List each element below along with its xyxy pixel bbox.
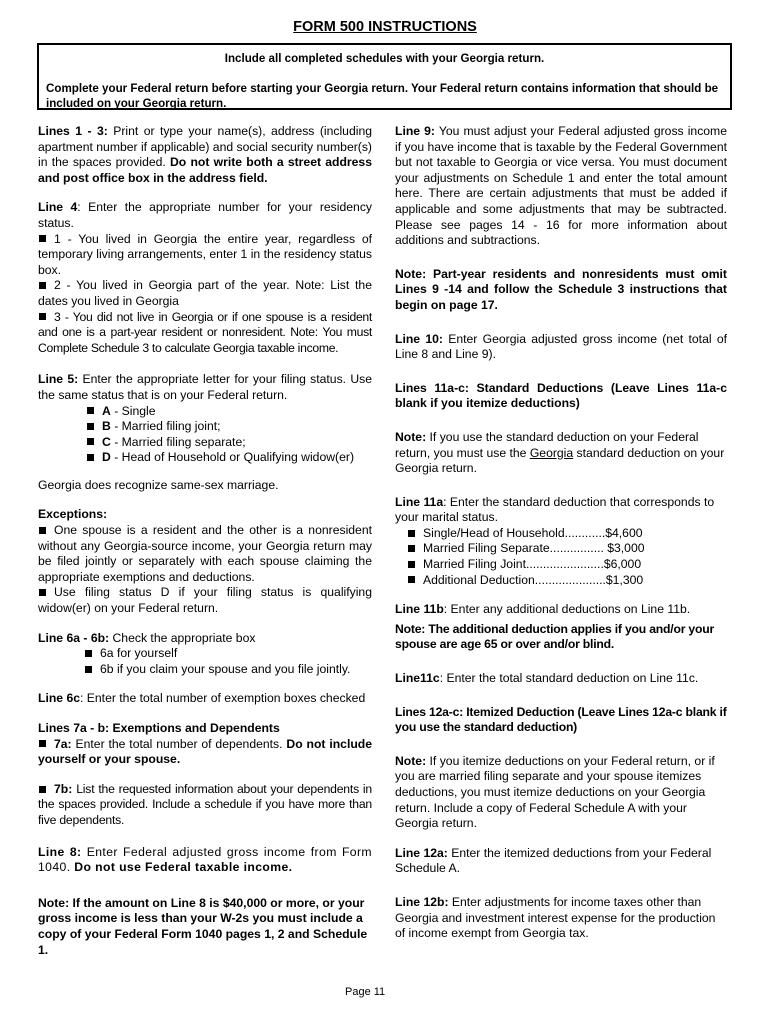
line-5-heading: Line 5: xyxy=(38,372,79,387)
filing-status-d: D - Head of Household or Qualifying widow(er) xyxy=(86,450,372,466)
exceptions-heading: Exceptions: xyxy=(38,507,108,522)
line-4-option-1: 1 - You lived in Georgia the entire year, regardless of temporary living arrangements, enter 1 in the residency status box. xyxy=(38,231,372,277)
same-sex-note: Georgia does recognize same-sex marriage. xyxy=(38,477,279,492)
line-4-heading: Line 4 xyxy=(38,200,78,215)
line-7b: 7b: List the requested information about your dependents in the spaces provided. Include a schedule if you have more than five dependents. xyxy=(38,781,372,827)
deduction-married-separate: Married Filing Separate................ $3,000 xyxy=(407,541,727,557)
bullet-icon xyxy=(87,407,94,414)
filing-status-list xyxy=(38,404,372,466)
lines-1-3 xyxy=(38,124,372,186)
line-6c-heading: Line 6c xyxy=(38,691,80,706)
lines-1-3-text: Print or type your name(s), address (including apartment number if applicable) and social security number(s) in the spaces provided. xyxy=(38,124,372,170)
page-title: FORM 500 INSTRUCTIONS xyxy=(293,19,477,35)
line-9-heading: Line 9: xyxy=(395,124,435,138)
exemption-6a: 6a for yourself xyxy=(84,646,372,662)
line-11c: Line11c: Enter the total standard deduction on Line 11c. xyxy=(395,671,699,686)
line-8-heading: Line 8: xyxy=(38,844,82,859)
line-11b-heading: Line 11b xyxy=(395,602,444,617)
line-6ab: Line 6a - 6b: Check the appropriate box xyxy=(38,630,256,645)
line-10-heading: Line 10: xyxy=(395,331,443,346)
filing-status-c: C - Married filing separate; xyxy=(86,435,372,451)
notice-line-2: Complete your Federal return before starting your Georgia return. Your Federal return contains information that should be included on your Georgia return. xyxy=(46,82,719,110)
line-6c: Line 6c: Enter the total number of exemption boxes checked xyxy=(38,691,366,706)
line-11b: Line 11b: Enter any additional deductions on Line 11b. xyxy=(395,602,691,617)
lines-11ac-heading: Lines 11a-c: Standard Deductions (Leave Lines 11a-c blank if you itemize deductions) xyxy=(395,380,727,411)
line-12b: Line 12b: Enter adjustments for income taxes other than Georgia and investment interest expense for the production of income exempt from Georgia tax. xyxy=(395,894,716,941)
filing-status-b: B - Married filing joint; xyxy=(86,419,372,435)
line-12a: Line 12a: Enter the itemized deductions from your Federal Schedule A. xyxy=(395,845,712,876)
bullet-icon xyxy=(85,650,92,657)
line-11a-heading: Line 11a xyxy=(395,494,444,509)
bullet-icon xyxy=(87,438,94,445)
lines-12ac-heading: Lines 12a-c: Itemized Deduction (Leave Lines 12a-c blank if you use the standard deduction) xyxy=(395,704,727,735)
line-4-option-2: 2 - You lived in Georgia part of the year. Note: List the dates you lived in Georgia xyxy=(38,278,372,308)
deduction-single: Single/Head of Household............$4,600 xyxy=(407,526,727,542)
lines-1-3-warning: Do not write both a street address and post office box in the address field. xyxy=(38,155,372,185)
notice-box xyxy=(37,43,732,110)
line-9: Line 9: You must adjust your Federal adjusted gross income if you have income that is taxable by the Federal Government but not taxable to Georgia or vice versa. You must document your adjustments on Schedule 1 and enter the total amount here. There are certain adjustments that must be added if applicable and some adjustments that may be subtracted. Please see pages 14 - 16 for more information about additions and subtractions. xyxy=(395,124,727,248)
bullet-icon xyxy=(87,423,94,430)
line-12-note: Note: If you itemize deductions on your Federal return, or if you are married filing separate and your spouse itemizes deductions, you must itemize deductions on your Georgia return. Include a copy of Federal Schedule A with your Georgia return. xyxy=(395,753,715,831)
line-5 xyxy=(38,372,372,403)
exception-2: Use filing status D if your filing status is qualifying widow(er) on your Federal return. xyxy=(38,585,372,616)
bullet-icon xyxy=(39,235,46,242)
line-12b-heading: Line 12b: xyxy=(395,894,449,909)
bullet-icon xyxy=(39,589,46,596)
standard-deduction-list xyxy=(395,526,727,588)
line-8-note: Note: If the amount on Line 8 is $40,000 or more, or your gross income is less than your W-2s you must include a copy of your Federal Form 1040 pages 1, 2 and Schedule 1. xyxy=(38,895,368,957)
filing-status-a: A - Single xyxy=(86,404,372,420)
line-11a: Line 11a: Enter the standard deduction that corresponds to your marital status. xyxy=(395,494,715,525)
line-4 xyxy=(38,200,372,231)
bullet-icon xyxy=(408,530,415,537)
bullet-icon xyxy=(39,740,46,747)
line-8: Line 8: Enter Federal adjusted gross income from Form 1040. Do not use Federal taxable income. xyxy=(38,844,372,875)
bullet-icon xyxy=(408,576,415,583)
exception-1: One spouse is a resident and the other is a nonresident without any Georgia-source income, your Georgia return may be filed jointly or separately with each spouse claiming the appropriate exemptions and deductions. xyxy=(38,523,372,584)
line-4-text: : Enter the appropriate number for your residency status. xyxy=(38,200,373,230)
bullet-icon xyxy=(39,313,46,320)
bullet-icon xyxy=(39,527,46,534)
line-12a-heading: Line 12a: xyxy=(395,845,448,860)
line-11-note: Note: If you use the standard deduction on your Federal return, you must use the Georgia standard deduction on your Georgia return. xyxy=(395,429,725,476)
deduction-married-joint: Married Filing Joint.......................$6,000 xyxy=(407,557,727,573)
left-column xyxy=(38,124,372,968)
line-7a: 7a: Enter the total number of dependents. Do not include yourself or your spouse. xyxy=(38,736,372,767)
line-4-option-3: 3 - You did not live in Georgia or if one spouse is a resident and one is a part-year resident or nonresident. Note: You must Complete Schedule 3 to calculate Georgia taxable income. xyxy=(38,309,372,355)
line-9-note: Note: Part-year residents and nonresidents must omit Lines 9 -14 and follow the Schedule 3 instructions that begin on page 17. xyxy=(395,266,727,312)
bullet-icon xyxy=(408,561,415,568)
line-11b-note: Note: The additional deduction applies if you and/or your spouse are age 65 or over and/or blind. xyxy=(395,621,715,652)
bullet-icon xyxy=(39,786,46,793)
right-column xyxy=(395,124,727,952)
line-5-text: Enter the appropriate letter for your filing status. Use the same status that is on your Federal return. xyxy=(38,372,373,402)
bullet-icon xyxy=(85,666,92,673)
lines-1-3-heading: Lines 1 - 3: xyxy=(38,124,108,138)
page-number: Page 11 xyxy=(345,986,386,998)
bullet-icon xyxy=(408,545,415,552)
line-6ab-heading: Line 6a - 6b: xyxy=(38,630,110,645)
exemption-6b: 6b if you claim your spouse and you file jointly. xyxy=(84,662,372,678)
lines-7ab-heading: Lines 7a - b: Exemptions and Dependents xyxy=(38,721,280,735)
deduction-additional: Additional Deduction.....................$1,300 xyxy=(407,573,727,589)
bullet-icon xyxy=(87,454,94,461)
line-11c-heading: Line11c xyxy=(395,671,440,686)
line-10: Line 10: Enter Georgia adjusted gross income (net total of Line 8 and Line 9). xyxy=(395,331,727,362)
notice-line-1: Include all completed schedules with your Georgia return. xyxy=(224,52,545,65)
exemption-list xyxy=(38,646,372,677)
bullet-icon xyxy=(39,282,46,289)
